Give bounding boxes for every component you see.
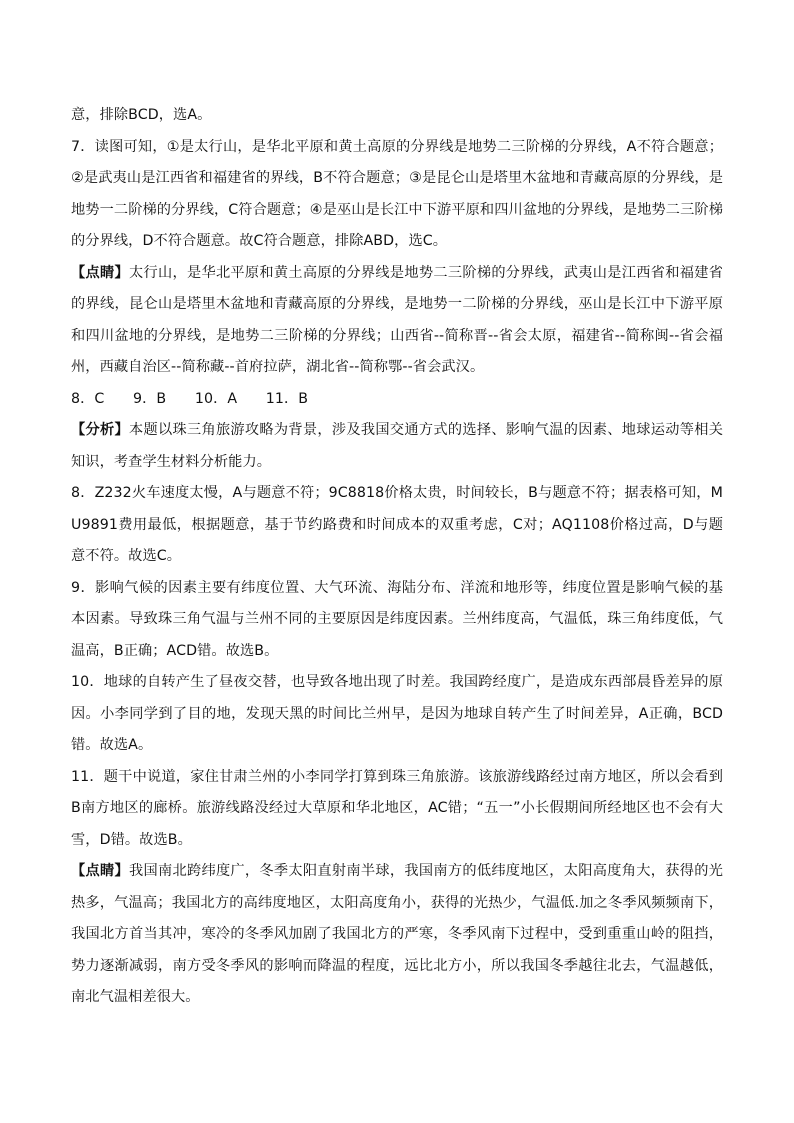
paragraph-3 — [71, 258, 723, 384]
paragraph-text: 太行山，是华北平原和黄土高原的分界线是地势二三阶梯的分界线，武夷山是江西省和福建省的界线，昆仑山是塔里木盆地和青藏高原的分界线，是地势一二阶梯的分界线，巫山是长江中下游平原和四川盆地的分界线，是地势二三阶梯的分界线；山西省--简称晋--省会太原，福建省--简称闽--省会福州，西藏自治区--简称藏--首府拉萨，湖北省--简称鄂--省会武汉。 — [71, 264, 723, 375]
paragraph-text: 我国南北跨纬度广，冬季太阳直射南半球，我国南方的低纬度地区，太阳高度角大，获得的光热多，气温高；我国北方的高纬度地区，太阳高度角小，获得的光热少，气温低.加之冬季风频频南下，我国北方首当其冲，寒冷的冬季风加剧了我国北方的严寒，冬季风南下过程中，受到重重山岭的阻挡，势力逐渐减弱，南方受冬季风的影响而降温的程度，远比北方小，所以我国冬季越往北去，气温越低，南北气温相差很大。 — [71, 863, 723, 1005]
paragraph-4 — [71, 384, 723, 416]
paragraph-2 — [71, 132, 723, 258]
paragraph-text: 7．读图可知，①是太行山，是华北平原和黄土高原的分界线是地势二三阶梯的分界线，A不符合题意；②是武夷山是江西省和福建省的界线，B不符合题意；③是昆仑山是塔里木盆地和青藏高原的分界线，是地势一二阶梯的分界线，C符合题意；④是巫山是长江中下游平原和四川盆地的分界线，是地势二三阶梯的分界线，D不符合题意。故C符合题意，排除ABD，选C。 — [71, 138, 723, 249]
paragraph-text: 8．C 9．B 10．A 11．B — [71, 390, 309, 407]
paragraph-6 — [71, 478, 723, 573]
paragraph-label: 【点睛】 — [71, 863, 129, 879]
paragraph-text: 意，排除BCD，选A。 — [71, 107, 212, 123]
paragraph-label: 【分析】 — [71, 422, 129, 438]
paragraph-9 — [71, 762, 723, 857]
paragraph-10 — [71, 856, 723, 1014]
document-page — [71, 100, 723, 1014]
paragraph-8 — [71, 667, 723, 762]
paragraph-7 — [71, 573, 723, 668]
paragraph-1 — [71, 100, 723, 132]
paragraph-text: 9．影响气候的因素主要有纬度位置、大气环流、海陆分布、洋流和地形等，纬度位置是影响气候的基本因素。导致珠三角气温与兰州不同的主要原因是纬度因素。兰州纬度高，气温低，珠三角纬度低，气温高，B正确；ACD错。故选B。 — [71, 579, 723, 659]
paragraph-text: 本题以珠三角旅游攻略为背景，涉及我国交通方式的选择、影响气温的因素、地球运动等相关知识，考查学生材料分析能力。 — [71, 422, 723, 470]
paragraph-text: 10．地球的自转产生了昼夜交替，也导致各地出现了时差。我国跨经度广，是造成东西部晨昏差异的原因。小李同学到了目的地，发现天黑的时间比兰州早，是因为地球自转产生了时间差异，A正确，BCD错。故选A。 — [71, 674, 723, 753]
paragraph-text: 8．Z232火车速度太慢，A与题意不符；9C8818价格太贵，时间较长，B与题意不符；据表格可知，MU9891费用最低，根据题意，基于节约路费和时间成本的双重考虑，C对；AQ1108价格过高，D与题意不符。故选C。 — [71, 485, 723, 564]
paragraph-text: 11．题干中说道，家住甘肃兰州的小李同学打算到珠三角旅游。该旅游线路经过南方地区，所以会看到B南方地区的廊桥。旅游线路没经过大草原和华北地区，AC错；“五一”小长假期间所经地区也不会有大雪，D错。故选B。 — [71, 768, 723, 848]
paragraph-5 — [71, 415, 723, 478]
paragraph-label: 【点睛】 — [71, 264, 129, 281]
